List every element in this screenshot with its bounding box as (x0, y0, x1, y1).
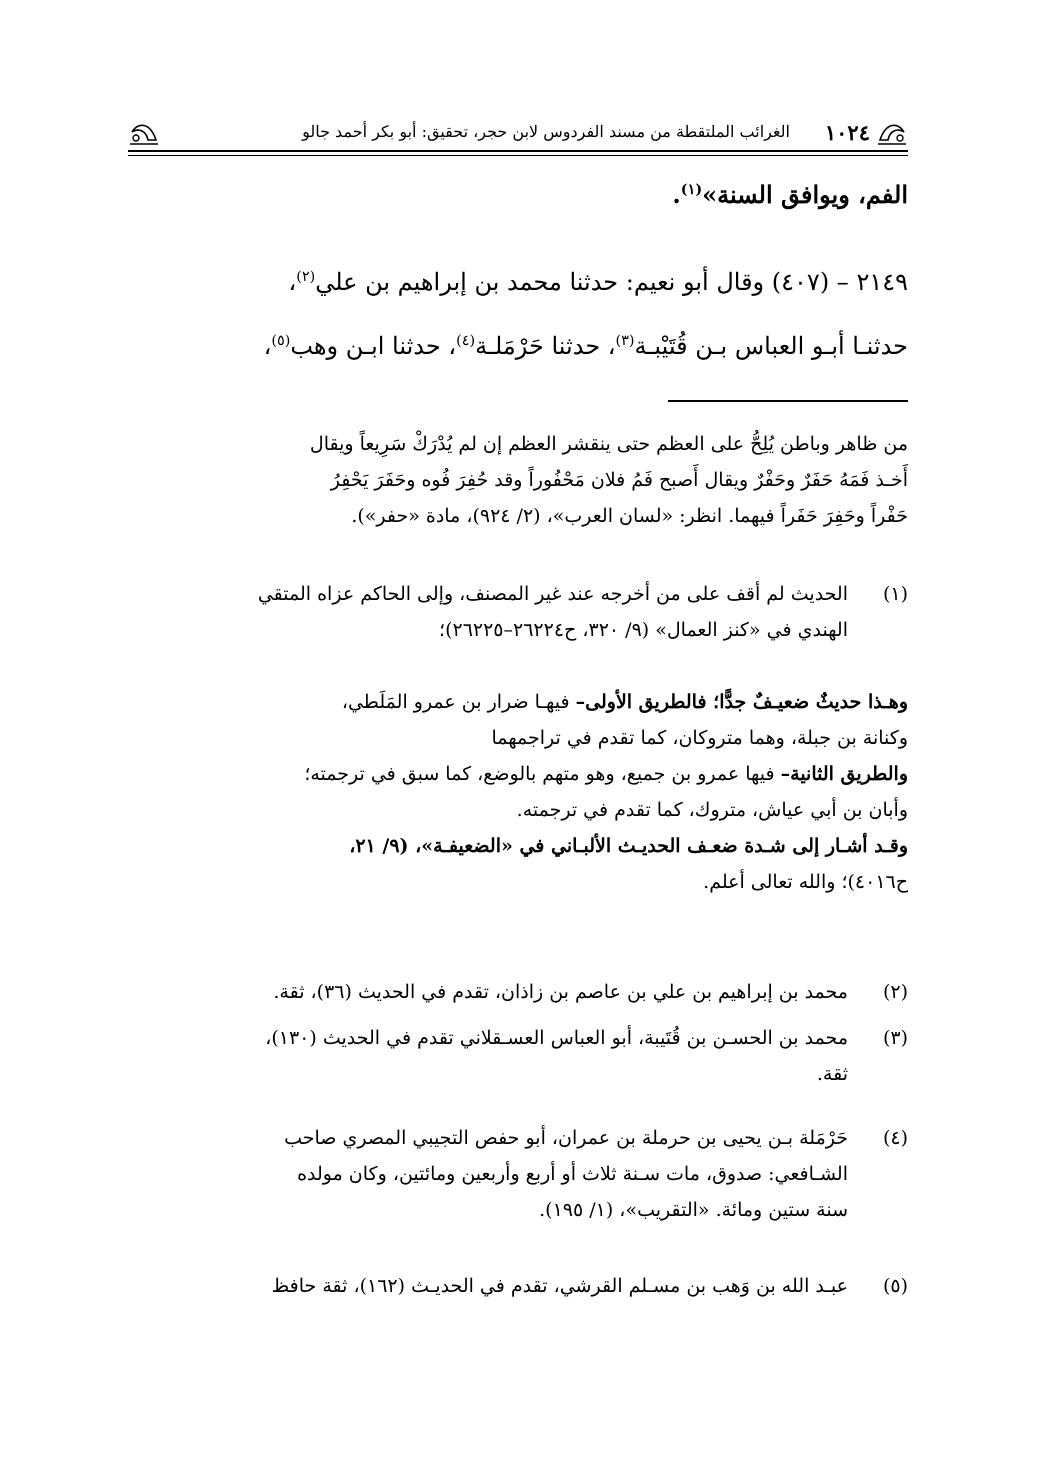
footnote-line: وقـد أشـار إلى شـدة ضعـف الحديـث الألبـاني في «الضعيفـة»، (٩/ ٢١، (349, 835, 908, 857)
footnote-line: أَخـذ فَمَهُ حَفَرٌ وحَفْرٌ ويقال أَصبح فَمُ فلان مَحْفُوراً وقد حُفِرَ فُوه وحَفَرَ يَحْفِرُ (330, 469, 908, 491)
footnote-5 (132, 1268, 908, 1304)
footnote-line: حَفْراً وحَفِرَ حَفَراً فيهما. انظر: «لسان العرب»، (٢/ ٩٢٤)، مادة «حفر»). (351, 505, 908, 527)
bold-phrase: وهـذا حديثٌ ضعيـفٌ جدًّا؛ فالطريق الأولى– (575, 691, 908, 713)
header-rule (128, 150, 908, 152)
footnote-number: (١) (882, 583, 908, 605)
ornament-left-icon (128, 118, 160, 146)
page-number: ١٠٢٤ (824, 120, 870, 145)
footnote-number: (٣) (882, 1027, 908, 1049)
footnote-line (132, 684, 908, 720)
footnote-line: محمد بن إبراهيم بن علي بن عاصم بن زاذان، تقدم في الحديث (٣٦)، ثقة. (273, 981, 848, 1003)
continuation-line (132, 180, 908, 209)
punctuation: ، (263, 332, 272, 360)
bold-phrase: والطريق الثانية– (780, 763, 908, 785)
punctuation: ، (288, 268, 297, 296)
footnote-line: عبـد الله بن وَهب بن مسـلم القرشي، تقدم في الحديـث (١٦٢)، ثقة حافظ (271, 1275, 848, 1297)
footnote-line: سنة ستين ومائة. «التقريب»، (١/ ١٩٥). (539, 1199, 848, 1221)
continuation-text: الفم، ويوافق السنة» (702, 180, 908, 209)
footnote-ref: (٢) (296, 269, 316, 285)
footnote-number: (٥) (882, 1275, 908, 1297)
footnote-text: فيها عمرو بن جميع، وهو متهم بالوضع، كما سبق في ترجمته؛ (304, 763, 781, 785)
footnote-line: من ظاهر وباطن يُلِحُّ على العظم حتى ينقشر العظم إن لم يُدْرَكْ سَرِيعاً ويقال (309, 433, 908, 455)
hadith-text: ، حدثنا ابـن وهب (290, 332, 457, 360)
footnote-text: فيهـا ضرار بن عمرو المَلَطي، (341, 691, 576, 713)
footnote-1 (132, 576, 908, 648)
footnote-line: وكنانة بن جبلة، وهما متروكان، كما تقدم في تراجمهما (491, 727, 908, 749)
footnote-4 (132, 1120, 908, 1228)
footnote-1-continued (132, 684, 908, 900)
hadith-text: حدثنـا أبـو العباس بـن قُتَيْبـة (634, 332, 908, 360)
footnote-ref: (٥) (271, 333, 291, 349)
hadith-text: ، حدثنا حَرْمَلـة (475, 332, 616, 360)
footnote-carryover (132, 426, 908, 534)
running-header (128, 112, 908, 152)
footnote-ref: (١) (680, 181, 703, 198)
hadith-line-2 (132, 332, 908, 360)
footnote-line: حَرْمَلة بـن يحيى بن حرملة بن عمران، أبو حفص التجيبي المصري صاحب (284, 1127, 848, 1149)
footnote-line (132, 756, 908, 792)
footnote-3 (132, 1020, 908, 1092)
punctuation: . (672, 180, 681, 209)
footnote-ref: (٤) (456, 333, 476, 349)
footnote-line: ثقة. (816, 1063, 848, 1085)
footnote-line: وأبان بن أبي عياش، متروك، كما تقدم في ترجمته. (516, 799, 908, 821)
footnote-line: الهندي في «كنز العمال» (٩/ ٣٢٠، ح٢٦٢٢٤–٢٦٢٢٥)؛ (439, 619, 848, 641)
header-rule-thin (128, 155, 908, 156)
ornament-right-icon (876, 118, 908, 146)
running-title: الغرائب الملتقطة من مسند الفردوس لابن حجر، تحقيق: أبو بكر أحمد جالو (302, 122, 790, 141)
footnote-number: (٤) (882, 1127, 908, 1149)
footnote-line: محمد بن الحسـن بن قُتَيبة، أبو العباس العسـقلاني تقدم في الحديث (١٣٠)، (265, 1027, 848, 1049)
footnote-line: الحديث لم أقف على من أخرجه عند غير المصنف، وإلى الحاكم عزاه المتقي (257, 583, 848, 605)
hadith-line-1 (132, 268, 908, 296)
footnote-2 (132, 974, 908, 1010)
hadith-text: ٢١٤٩ – (٤٠٧) وقال أبو نعيم: حدثنا محمد بن إبراهيم بن علي (315, 268, 908, 296)
footnote-separator (668, 400, 908, 402)
footnote-number: (٢) (882, 981, 908, 1003)
footnote-line: الشـافعي: صدوق، مات سـنة ثلاث أو أربع وأربعين ومائتين، وكان مولده (297, 1163, 848, 1185)
footnote-line: ح٤٠١٦)؛ والله تعالى أعلم. (703, 871, 908, 893)
footnote-ref: (٣) (615, 333, 635, 349)
